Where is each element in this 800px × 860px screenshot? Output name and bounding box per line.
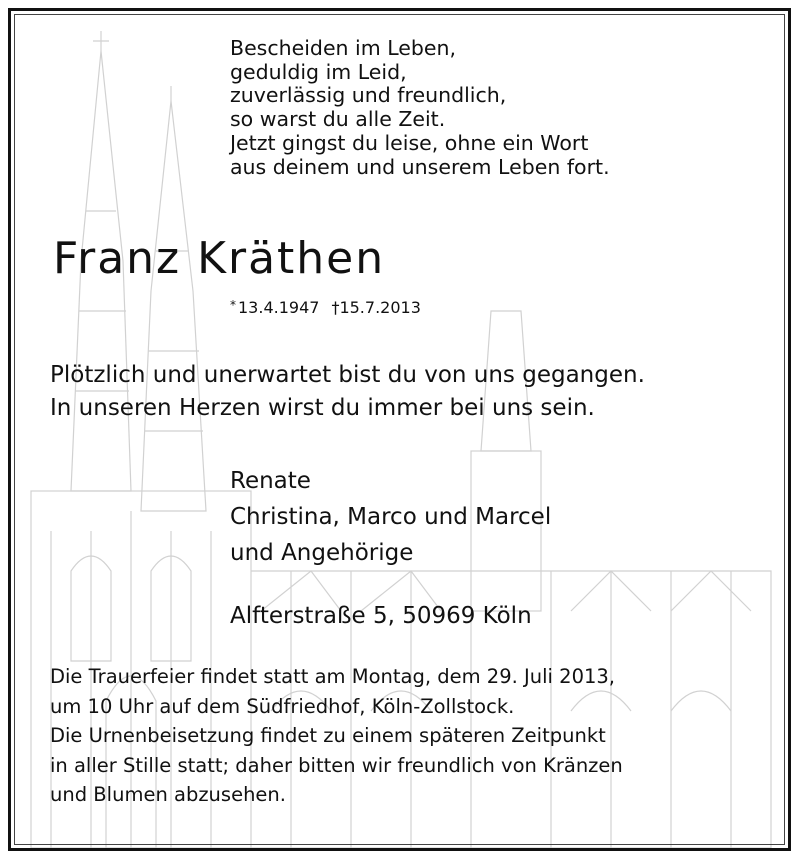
family-line: Renate bbox=[230, 468, 311, 494]
message-line: Plötzlich und unerwartet bist du von uns gegangen. bbox=[50, 362, 645, 388]
funeral-info bbox=[50, 662, 623, 810]
deceased-name: Franz Kräthen bbox=[53, 233, 386, 284]
poem-line: Jetzt gingst du leise, ohne ein Wort bbox=[230, 130, 589, 155]
birth-date: 13.4.1947 bbox=[238, 298, 320, 317]
poem-line: aus deinem und unserem Leben fort. bbox=[230, 154, 610, 179]
death-date: 15.7.2013 bbox=[339, 298, 421, 317]
birth-symbol: * bbox=[230, 298, 236, 312]
info-line: in aller Stille statt; daher bitten wir freundlich von Kränzen bbox=[50, 753, 623, 777]
family-names bbox=[230, 463, 551, 571]
memorial-poem bbox=[230, 37, 610, 179]
poem-line: zuverlässig und freundlich, bbox=[230, 83, 507, 108]
poem-line: so warst du alle Zeit. bbox=[230, 107, 446, 132]
family-address: Alfterstraße 5, 50969 Köln bbox=[230, 603, 532, 629]
info-line: Die Trauerfeier findet statt am Montag, dem 29. Juli 2013, bbox=[50, 665, 615, 688]
info-line: und Blumen abzusehen. bbox=[50, 783, 286, 806]
info-line: um 10 Uhr auf dem Südfriedhof, Köln-Zollstock. bbox=[50, 694, 515, 718]
obituary-frame bbox=[8, 8, 791, 851]
family-line: Christina, Marco und Marcel bbox=[230, 504, 552, 530]
condolence-message bbox=[50, 359, 645, 425]
poem-line: Bescheiden im Leben, bbox=[230, 36, 457, 60]
family-line: und Angehörige bbox=[230, 540, 414, 566]
message-line: In unseren Herzen wirst du immer bei uns sein. bbox=[50, 395, 595, 421]
info-line: Die Urnenbeisetzung findet zu einem späteren Zeitpunkt bbox=[50, 724, 606, 747]
poem-line: geduldig im Leid, bbox=[230, 59, 407, 84]
life-dates bbox=[230, 298, 421, 317]
death-symbol: † bbox=[331, 298, 340, 317]
